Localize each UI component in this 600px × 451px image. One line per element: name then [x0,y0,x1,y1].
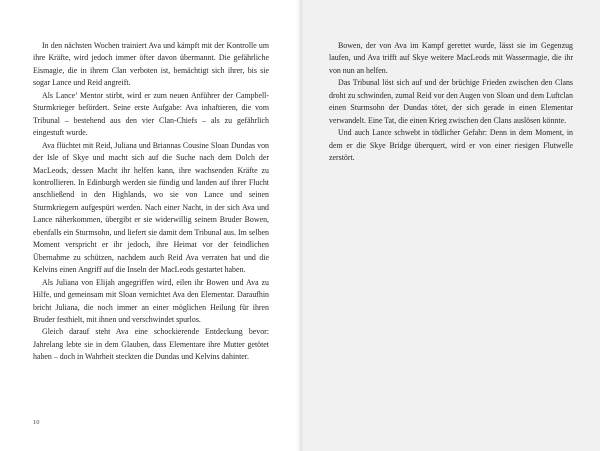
paragraph: Und auch Lance schwebt in tödlicher Gefahr: Denn in dem Moment, in dem er die Skye Bridge überquert, wird er von einer riesigen Flutwelle zerstört. [329,128,573,163]
paragraph: In den nächsten Wochen trainiert Ava und kämpft mit der Kontrolle um ihre Kräfte, wird jedoch immer öfter davon übermannt. Die gefährliche Eismagie, die in ihrem Clan verboten ist, bemächtigt sich ihrer, bis sie sogar Lance und Reid angreift. [33,41,269,88]
right-page-text [329,40,573,165]
paragraph: Ava flüchtet mit Reid, Juliana und Briannas Cousine Sloan Dundas von der Isle of Skye und macht sich auf die Suche nach dem Dolch der MacLeods, dessen Macht ihr helfen kann, ihre wachsenden Kräfte zu kontrollieren. In Edinburgh werden sie fündig und landen auf ihrer Flucht anschließend in den Highlands, wo sie von Lance und seinen Sturmkriegern aufgespürt werden. Nach einer Nacht, in der sich Ava und Lance näherkommen, übergibt er sie widerwillig seinem Bruder Bowen, ebenfalls ein Sturmsohn, und liefert sie damit dem Tribunal aus. Im selben Moment verspricht er ihr jedoch, ihre Heimat vor der feindlichen Übernahme zu schützen, nachdem auch Reid Ava verraten hat und die Kelvins einen Angriff auf die Inseln der MacLeods gestartet haben. [33,140,269,275]
left-page-text [33,40,269,364]
book-gutter [296,0,304,451]
page-number: 10 [33,419,40,426]
paragraph: Das Tribunal löst sich auf und der brüchige Frieden zwischen den Clans droht zu schwinden, zumal Reid vor den Augen von Sloan und dem Luftclan einen Sturmsohn der Dundas tötet, der sich gerade in einen Elementar verwandelt. Eine Tat, die einen Krieg zwischen den Clans auslösen könnte. [329,78,573,125]
right-page [300,0,600,451]
paragraph: Bowen, der von Ava im Kampf gerettet wurde, lässt sie im Gegenzug laufen, und Ava trifft auf Skye weitere MacLeods mit Wassermagie, die ihr von nun an helfen. [329,41,573,75]
paragraph: Gleich darauf steht Ava eine schockierende Entdeckung bevor: Jahrelang lebte sie in dem Glauben, dass Elementare ihre Mutter getötet haben – doch in Wahrheit steckten die Dundas und Kelvins dahinter. [33,327,269,362]
paragraph: Als Lance’ Mentor stirbt, wird er zum neuen Anführer der Campbell-Sturmkrieger befördert. Seine erste Aufgabe: Ava inhaftieren, die vom Tribunal – bestehend aus den vier Clan-Chiefs – als zu gefährlich eingestuft wurde. [33,90,269,138]
paragraph: Als Juliana von Elijah angegriffen wird, eilen ihr Bowen und Ava zu Hilfe, und gemeinsam mit Sloan vernichtet Ava den Elementar. Daraufhin bricht Juliana, die noch immer an einer möglichen Heilung für ihren Bruder festhielt, mit ihnen und verschwindet spurlos. [33,277,269,324]
